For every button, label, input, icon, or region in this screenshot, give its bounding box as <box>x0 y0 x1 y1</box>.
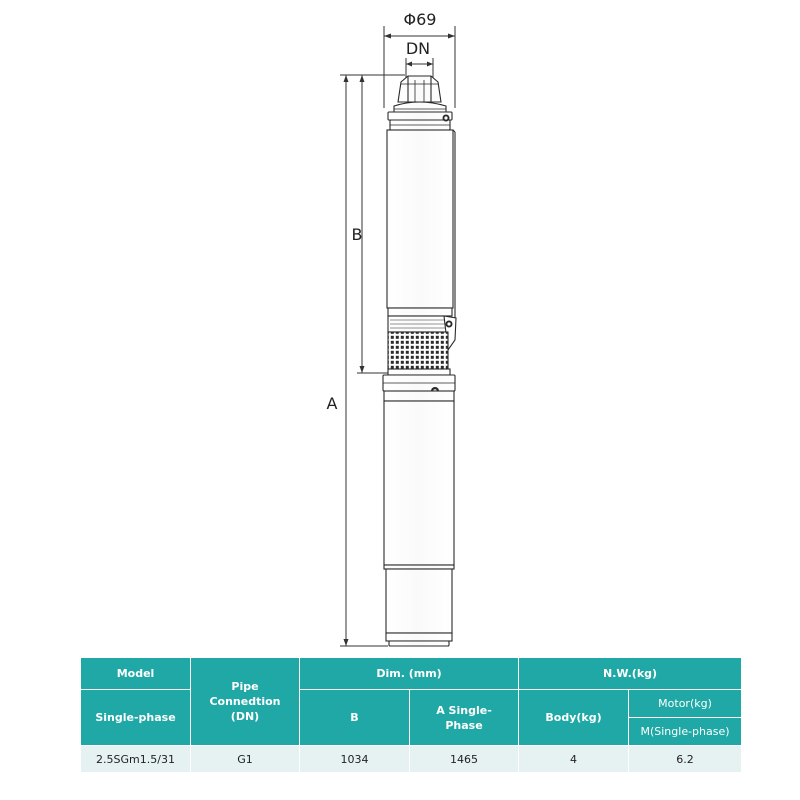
header-dimensions: Dim. (mm) <box>300 658 519 690</box>
table-row <box>81 746 742 773</box>
header-model: Model <box>81 658 191 690</box>
dn-label: DN <box>405 39 431 58</box>
header-motor-single-phase: M(Single-phase) <box>629 718 742 746</box>
dimension-b-label: B <box>351 225 363 244</box>
cell-b: 1034 <box>300 746 410 773</box>
header-col-a <box>410 690 519 746</box>
header-pipe-connection <box>191 658 300 746</box>
specification-table <box>80 657 742 773</box>
header-single-phase: Single-phase <box>81 690 191 746</box>
diameter-label: Φ69 <box>403 10 437 29</box>
cell-model: 2.5SGm1.5/31 <box>81 746 191 773</box>
dimension-b <box>357 75 390 373</box>
header-net-weight: N.W.(kg) <box>519 658 742 690</box>
header-motor-weight: Motor(kg) <box>629 690 742 718</box>
dimension-a-label: A <box>326 394 338 413</box>
cell-motor: 6.2 <box>629 746 742 773</box>
header-body-weight: Body(kg) <box>519 690 629 746</box>
dn-dimension <box>406 58 433 78</box>
pump-illustration <box>383 76 456 646</box>
pipe-connection-text: Pipe Connedtion (DN) <box>209 680 281 723</box>
col-a-text: A Single-Phase <box>436 703 492 732</box>
cell-body: 4 <box>519 746 629 773</box>
header-col-b: B <box>300 690 410 746</box>
cell-pipe: G1 <box>191 746 300 773</box>
cell-a: 1465 <box>410 746 519 773</box>
